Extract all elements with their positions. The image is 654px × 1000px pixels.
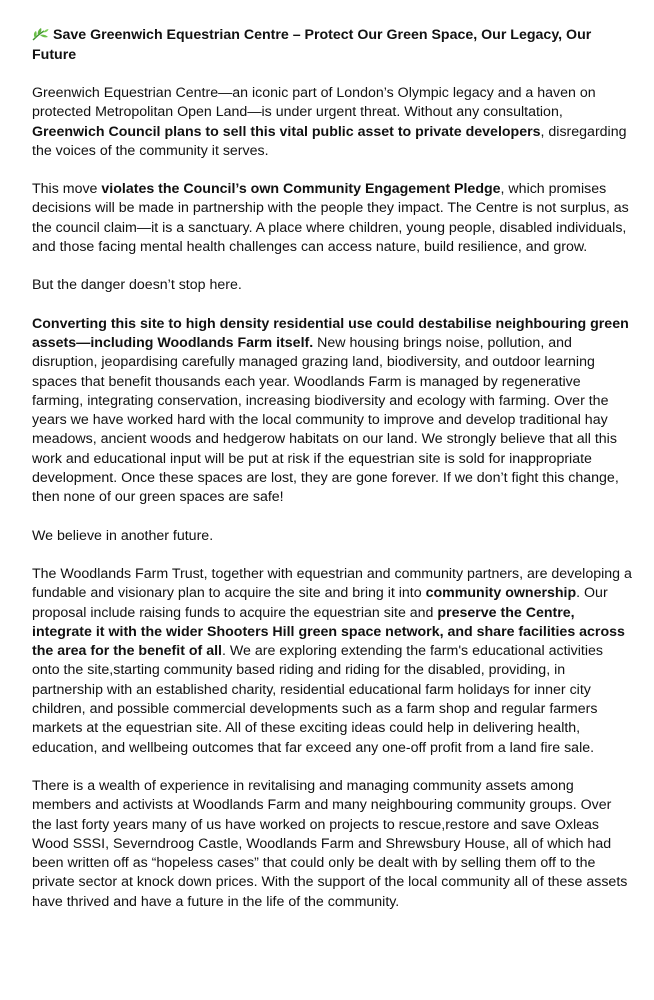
text-run: . We are exploring extending the farm's educational activities onto the site,starting community based riding and riding for the disabled, providing, in partnership with an established charity, residential educational farm holidays for inner city children, and possible commercial developments such as a farm shop and regular farmers markets at the equestrian site. All of these exciting ideas could help in delivering health, education, and wellbeing outcomes that far exceed any one-off profit from a land fire sale. <box>32 643 603 756</box>
paragraph-6 <box>32 565 634 758</box>
text-run: But the danger doesn’t stop here. <box>32 277 242 294</box>
bold-text-run: Greenwich Council plans to sell this vital public asset to private developers <box>32 123 541 140</box>
paragraph-4 <box>32 315 634 508</box>
text-run: . Our proposal include raising funds to acquire the equestrian site and <box>32 585 608 621</box>
paragraph-2 <box>32 180 634 257</box>
text-run: New housing brings noise, pollution, and disruption, jeopardising carefully managed grazing land, biodiversity, and outdoor learning spaces that benefit thousands each year. Woodlands Farm is managed by regenerative farming, integrating conservation, increasing biodiversity and ecology with farming. Over the years we have worked hard with the local community to improve and develop traditional hay meadows, ancient woods and hedgerow habitats on our land. We strongly believe that all this work and educational input will be put at risk if the equestrian site is sold for inappropriate development. Once these spaces are lost, they are gone forever. If we don’t fight this change, then none of our green spaces are safe! <box>32 334 619 506</box>
herb-leaf-icon <box>32 27 49 41</box>
paragraph-1 <box>32 84 634 161</box>
paragraph-5 <box>32 527 634 546</box>
document-title <box>32 26 634 65</box>
paragraph-7 <box>32 777 634 912</box>
bold-text-run: community ownership <box>425 585 577 602</box>
text-run: This move <box>32 181 102 198</box>
bold-text-run: Converting this site to high density residential use could destabilise neighbouring green assets—including Woodlands Farm itself. <box>32 315 629 351</box>
text-run: We believe in another future. <box>32 527 214 544</box>
bold-text-run: preserve the Centre, integrate it with the wider Shooters Hill green space network, and share facilities across the area for the benefit of all <box>32 604 625 660</box>
paragraph-3 <box>32 276 634 295</box>
text-run: Greenwich Equestrian Centre—an iconic part of London’s Olympic legacy and a haven on protected Metropolitan Open Land—is under urgent threat. Without any consultation, <box>32 85 596 121</box>
title-text: Save Greenwich Equestrian Centre – Protect Our Green Space, Our Legacy, Our Future <box>32 27 592 63</box>
text-run: , disregarding the voices of the community it serves. <box>32 123 627 159</box>
bold-text-run: violates the Council’s own Community Engagement Pledge <box>101 181 501 198</box>
text-run: The Woodlands Farm Trust, together with equestrian and community partners, are developing a fundable and visionary plan to acquire the site and bring it into <box>32 565 632 602</box>
text-run: , which promises decisions will be made in partnership with the people they impact. The Centre is not surplus, as the council claim—it is a sanctuary. A place where children, young people, disabled individuals, and those facing mental health challenges can access nature, build resilience, and grow. <box>32 181 629 256</box>
text-run: There is a wealth of experience in revitalising and managing community assets among members and activists at Woodlands Farm and many neighbouring community groups. Over the last forty years many of us have worked on projects to rescue,restore and save Oxleas Wood SSSI, Severndroog Castle, Woodlands Farm and Shrewsbury House, all of which had been written off as “hopeless cases” that could only be dealt with by selling them off to the private sector at knock down prices. With the support of the local community all of these assets have thrived and have a future in the life of the community. <box>32 777 628 910</box>
